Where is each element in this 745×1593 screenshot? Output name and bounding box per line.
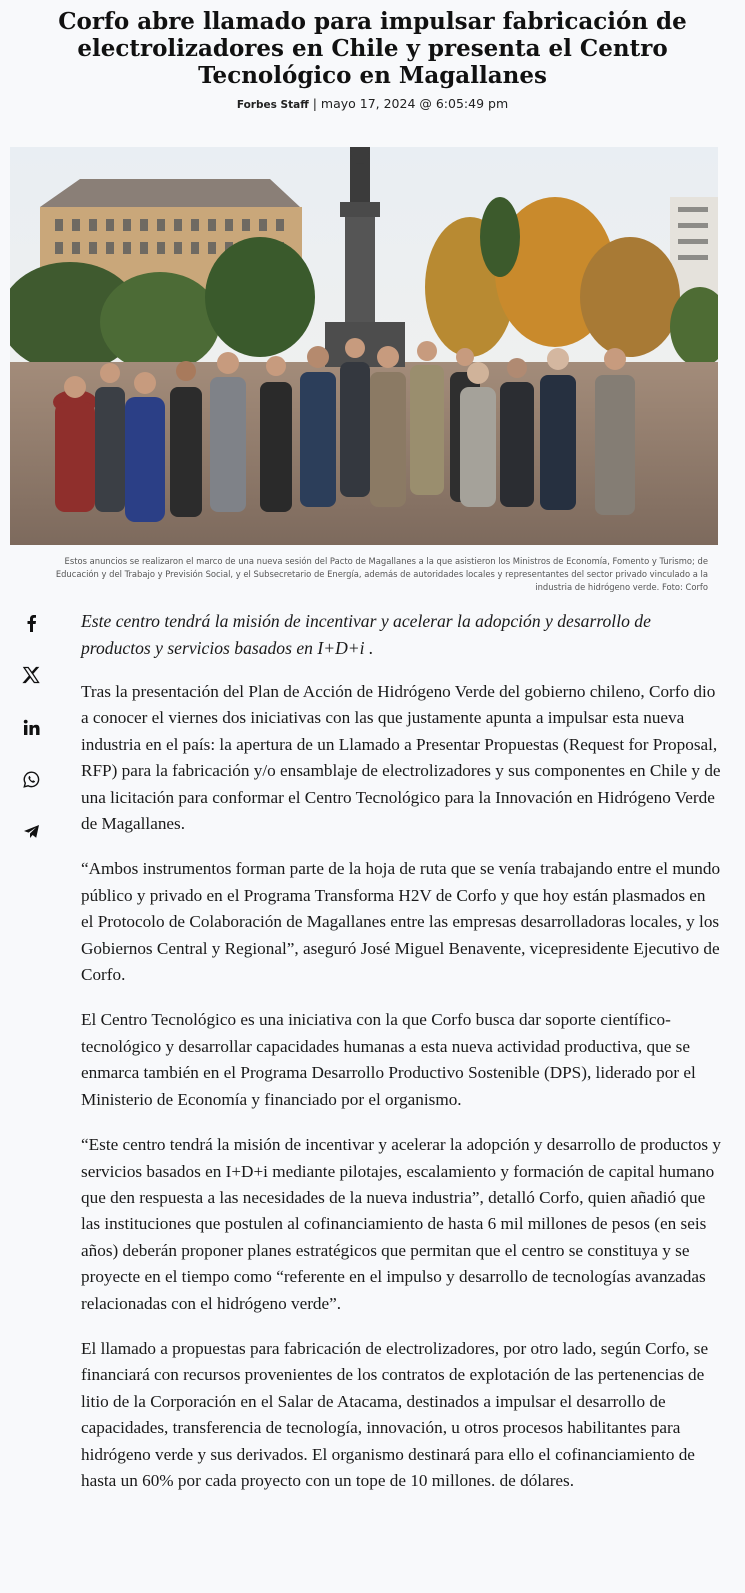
article-body: [81, 608, 721, 1513]
article-paragraph: El llamado a propuestas para fabricación de electrolizadores, por otro lado, según Corfo, se financiará con recursos provenientes de los contratos de explotación de las pertenencias de litio de la Corporación en el Salar de Atacama, destinados a impulsar el desarrollo de capacidades, transferencia de tecnología, innovación, u otros procesos habilitantes para hidrógeno verde y sus derivados. El organismo destinará para ello el cofinanciamiento de hasta un 60% por cada proyecto con un tope de 10 millones. de dólares.: [81, 1338, 709, 1490]
article-paragraph: “Ambos instrumentos forman parte de la hoja de ruta que se venía trabajando entre el mundo público y privado en el Programa Transforma H2V de Corfo y que hoy están plasmados en el Protocolo de Colaboración de Magallanes entre las empresas desarrolladoras locales, y los Gobiernos Central y Regional”, aseguró José Miguel Benavente, vicepresidente Ejecutivo de Corfo.: [81, 859, 721, 985]
article-meta: [0, 96, 745, 111]
linkedin-icon[interactable]: [18, 714, 44, 740]
publish-date: mayo 17, 2024 @ 6:05:49 pm: [320, 96, 509, 111]
group-photo-illustration: [10, 147, 718, 545]
article-photo: [10, 147, 718, 545]
article-paragraph: “Este centro tendrá la misión de incentivar y acelerar la adopción y desarrollo de productos y servicios basados en I+D+i mediante pilotajes, escalamiento y formación de capital humano que den respuesta a las necesidades de la nueva industria”, detalló Corfo, quien añadió que las instituciones que postulen al cofinanciamiento de hasta 6 mil millones de pesos (en seis años) deberán proponer planes estratégicos que permitan que el centro se constituya y se proyecte en el tiempo como “referente en el impulso y desarrollo de tecnologías avanzadas relacionadas con el hidrógeno verde”.: [81, 1135, 721, 1313]
telegram-icon[interactable]: [18, 818, 44, 844]
facebook-icon[interactable]: [18, 610, 44, 636]
share-bar: [18, 610, 46, 870]
author-link[interactable]: Forbes Staff: [236, 99, 309, 111]
whatsapp-icon[interactable]: [18, 766, 44, 792]
article-lead: Este centro tendrá la misión de incentivar y acelerar la adopción y desarrollo de productos y servicios basados en I+D+i .: [81, 611, 651, 658]
meta-separator: |: [312, 96, 317, 111]
article-title: Corfo abre llamado para impulsar fabricación de electrolizadores en Chile y presenta el Centro Tecnológico en Magallanes: [58, 8, 687, 89]
article-paragraph: Tras la presentación del Plan de Acción de Hidrógeno Verde del gobierno chileno, Corfo dio a conocer el viernes dos iniciativas con las que justamente apunta a impulsar esta nueva industria en el país: la apertura de un Llamado a Presentar Propuestas (Request for Proposal, RFP) para la fabricación y/o ensamblaje de electrolizadores y sus componentes en Chile y de una licitación para conformar el Centro Tecnológico para la Innovación en Hidrógeno Verde de Magallanes.: [81, 682, 721, 834]
x-icon[interactable]: [18, 662, 44, 688]
article-paragraph: El Centro Tecnológico es una iniciativa con la que Corfo busca dar soporte científico-tecnológico y desarrollar capacidades humanas a esta nueva actividad productiva, que se enmarca también en el Programa Desarrollo Productivo Sostenible (DPS), liderado por el Ministerio de Economía y financiado por el organismo.: [81, 1010, 696, 1109]
article-header: [0, 0, 745, 111]
photo-caption: Estos anuncios se realizaron el marco de una nueva sesión del Pacto de Magallanes a la que asistieron los Ministros de Economía, Fomento y Turismo; de Educación y del Trabajo y Previsión Social, y el Subsecretario de Energía, además de autoridades locales y representantes del sector privado vinculado a la industria de hidrógeno verde. Foto: Corfo: [55, 556, 708, 592]
